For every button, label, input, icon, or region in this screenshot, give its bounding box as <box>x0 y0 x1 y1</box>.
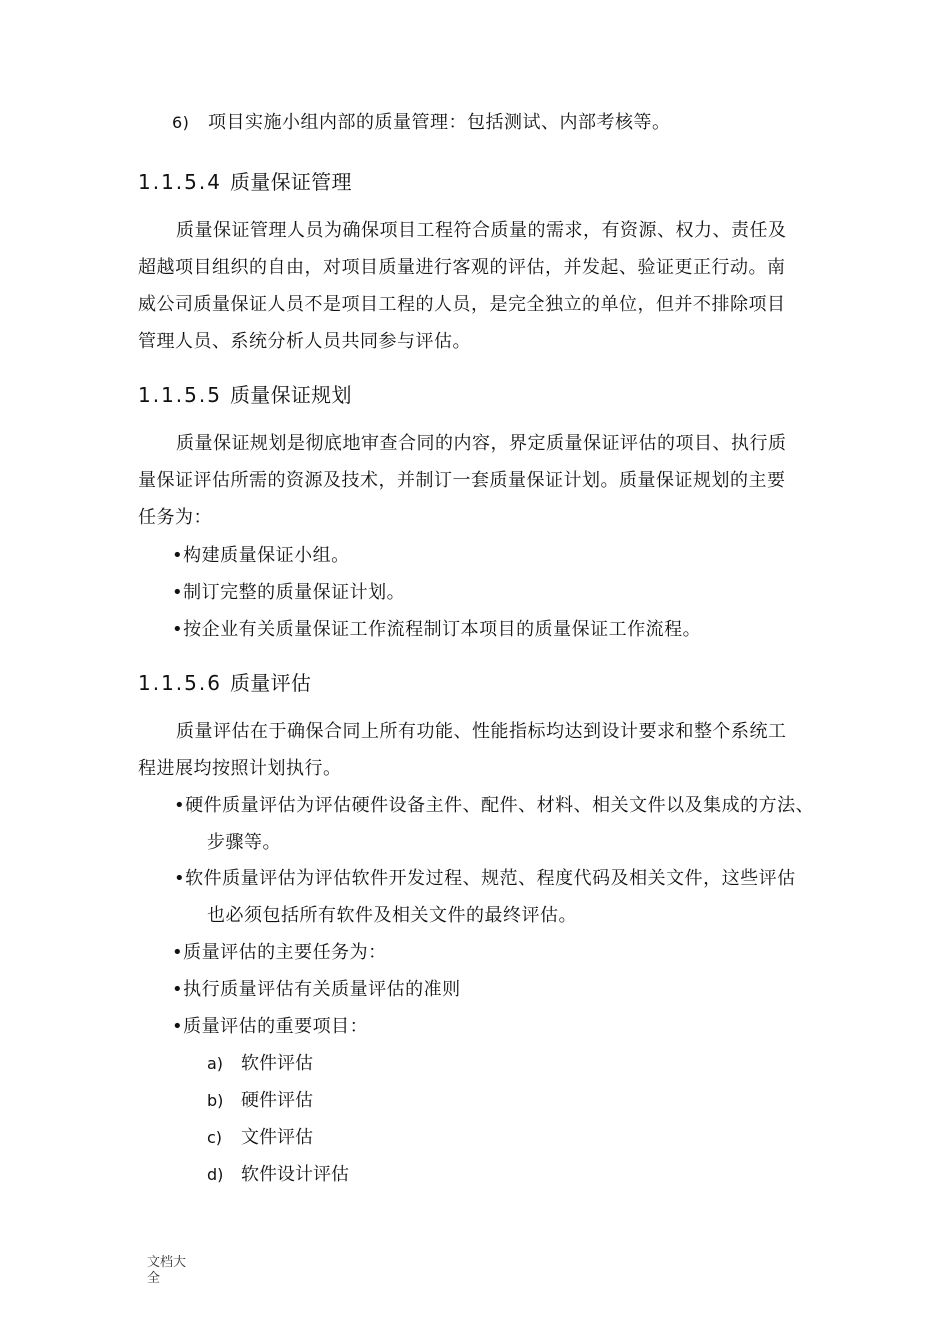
page-footer: 文档大全 <box>147 1255 187 1286</box>
sub-item-marker: d) <box>207 1165 224 1184</box>
paragraph-line: 质量保证规划是彻底地审查合同的内容，界定质量保证评估的项目、执行质 <box>176 433 787 454</box>
bullet-item-continuation: 步骤等。 <box>207 832 281 853</box>
sub-item-marker: b) <box>207 1091 224 1110</box>
paragraph-line: 程进展均按照计划执行。 <box>138 758 342 779</box>
paragraph-line: 质量保证管理人员为确保项目工程符合质量的需求，有资源、权力、责任及 <box>176 220 787 241</box>
list-marker: 6) <box>172 113 190 132</box>
section-heading-1155 <box>138 382 352 408</box>
list-item-text: 项目实施小组内部的质量管理：包括测试、内部考核等。 <box>208 112 671 133</box>
bullet-item: •软件质量评估为评估软件开发过程、规范、程度代码及相关文件，这些评估 <box>174 868 796 889</box>
sub-item-text: 硬件评估 <box>241 1090 313 1111</box>
bullet-item-continuation: 也必须包括所有软件及相关文件的最终评估。 <box>207 905 577 926</box>
bullet-item: •制订完整的质量保证计划。 <box>172 582 406 603</box>
section-title: 质量保证管理 <box>229 170 352 194</box>
sub-item-marker: c) <box>207 1128 223 1147</box>
section-title: 质量保证规划 <box>229 383 352 407</box>
section-number: 1.1.5.5 <box>138 383 222 407</box>
paragraph-line: 任务为： <box>138 507 212 528</box>
sub-item <box>207 1126 313 1150</box>
section-number: 1.1.5.4 <box>138 170 222 194</box>
section-number: 1.1.5.6 <box>138 671 222 695</box>
bullet-item: •质量评估的主要任务为： <box>172 942 387 963</box>
paragraph-line: 量保证评估所需的资源及技术，并制订一套质量保证计划。质量保证规划的主要 <box>138 470 786 491</box>
sub-item-text: 软件评估 <box>241 1053 313 1074</box>
bullet-item: •质量评估的重要项目： <box>172 1016 369 1037</box>
sub-item-text: 软件设计评估 <box>241 1164 349 1185</box>
bullet-item: •硬件质量评估为评估硬件设备主件、配件、材料、相关文件以及集成的方法、 <box>174 795 815 816</box>
bullet-item: •构建质量保证小组。 <box>172 545 350 566</box>
sub-item-text: 文件评估 <box>241 1127 313 1148</box>
paragraph-line: 超越项目组织的自由，对项目质量进行客观的评估，并发起、验证更正行动。南 <box>138 257 786 278</box>
paragraph-line: 质量评估在于确保合同上所有功能、性能指标均达到设计要求和整个系统工 <box>176 721 787 742</box>
sub-item-marker: a) <box>207 1054 224 1073</box>
sub-item <box>207 1163 349 1187</box>
section-heading-1154 <box>138 169 352 195</box>
sub-item <box>207 1089 313 1113</box>
sub-item <box>207 1052 313 1076</box>
section-title: 质量评估 <box>229 671 312 695</box>
paragraph-line: 威公司质量保证人员不是项目工程的人员，是完全独立的单位，但并不排除项目 <box>138 294 786 315</box>
list-item-6 <box>172 111 671 135</box>
bullet-item: •按企业有关质量保证工作流程制订本项目的质量保证工作流程。 <box>172 619 702 640</box>
bullet-item: •执行质量评估有关质量评估的准则 <box>172 979 461 1000</box>
paragraph-line: 管理人员、系统分析人员共同参与评估。 <box>138 331 471 352</box>
section-heading-1156 <box>138 670 311 696</box>
